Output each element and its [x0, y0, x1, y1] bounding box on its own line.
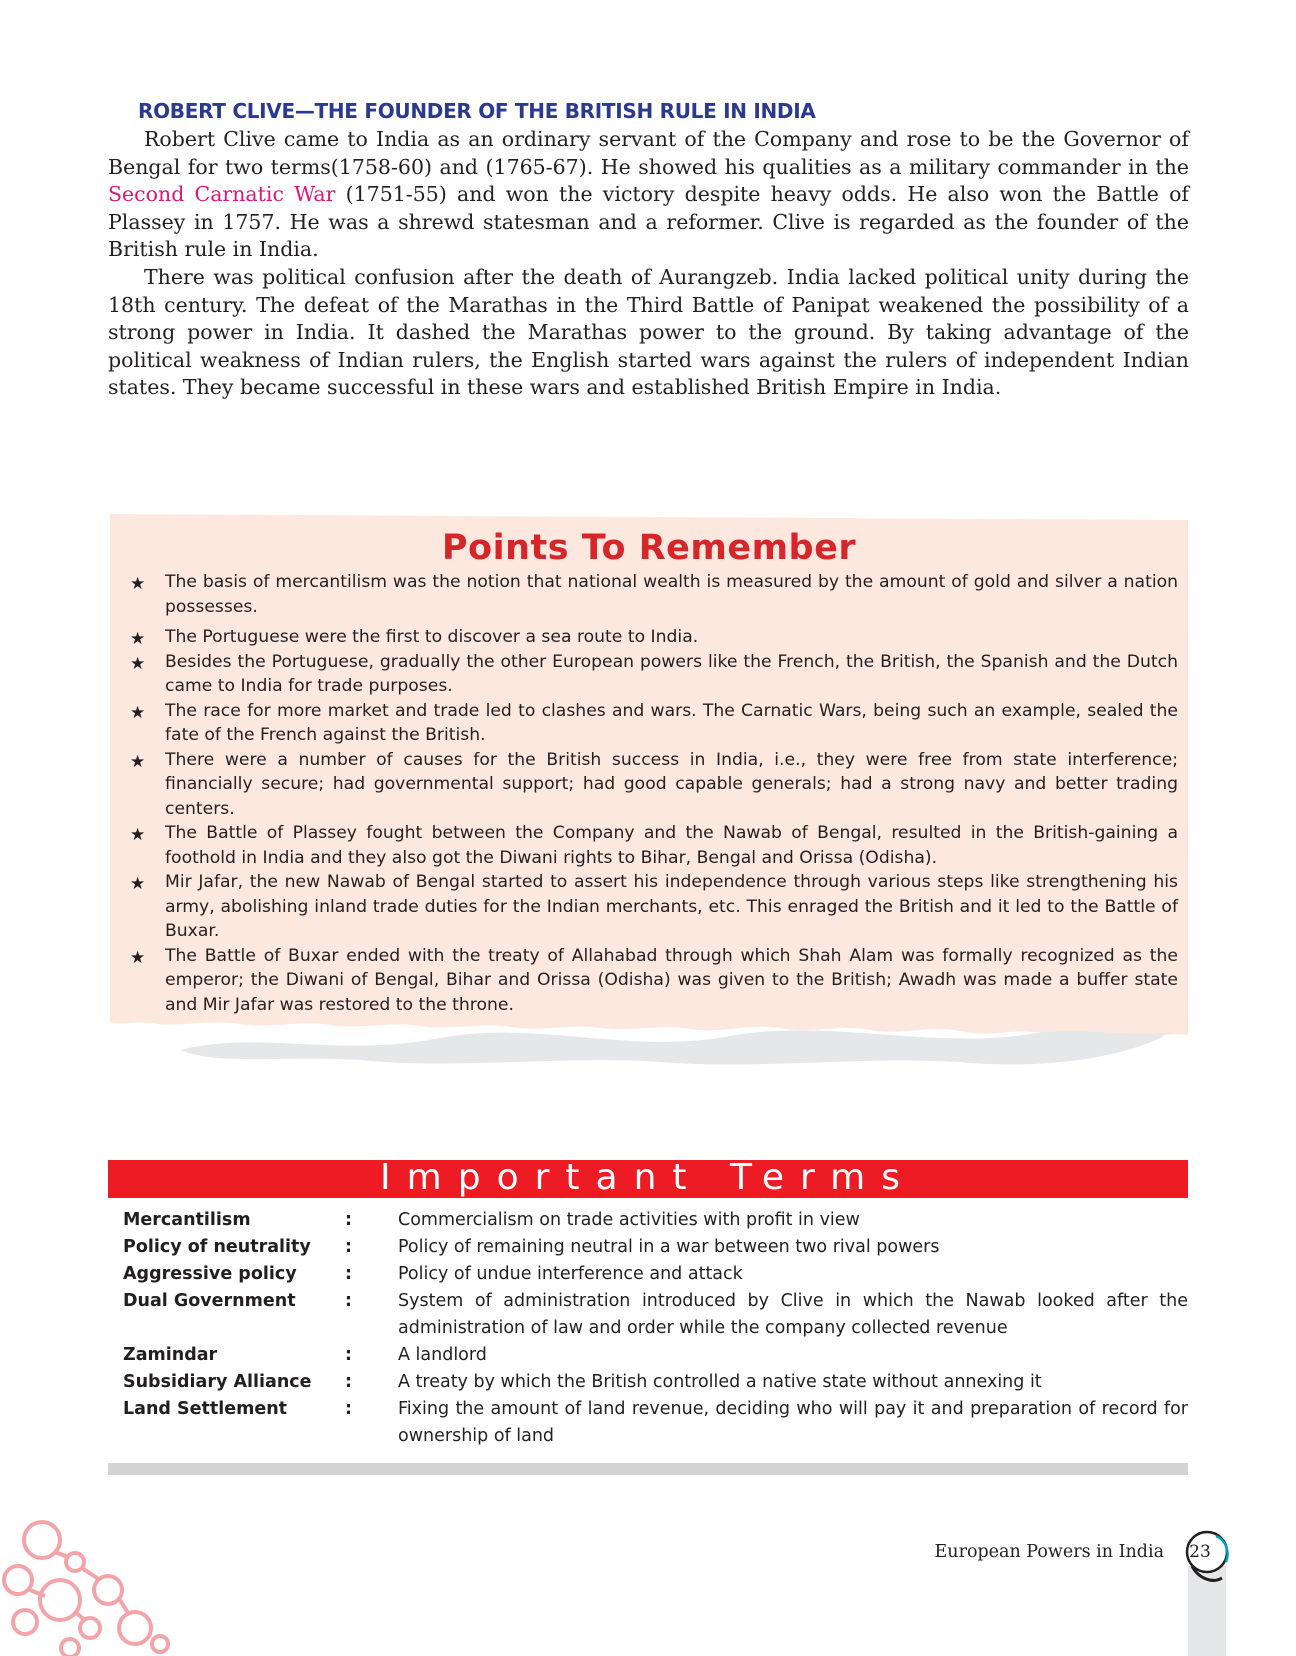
pink-circles-icon	[4, 1522, 168, 1656]
point-text: Mir Jafar, the new Nawab of Bengal started to assert his independence through various steps like strengthening his army, abolishing inland trade duties for the Indian merchants, etc. This enraged the British and it led to the Battle of Buxar.	[165, 872, 1178, 941]
para1-text-before: Robert Clive came to India as an ordinary servant of the Company and rose to be the Governor of Bengal for two terms(1758-60) and (1765-67). He showed his qualities as a military commander in the	[108, 127, 1189, 179]
point-text: The basis of mercantilism was the notion that national wealth is measured by the amount of gold and silver a nation possesses.	[165, 572, 1178, 617]
term-definition: Policy of remaining neutral in a war between two rival powers	[398, 1237, 940, 1257]
point-text: Besides the Portuguese, gradually the other European powers like the French, the British, the Spanish and the Dutch came to India for trade purposes.	[165, 651, 1178, 696]
term-name: Policy of neutrality	[123, 1237, 311, 1257]
star-bullet-icon: ★	[130, 574, 146, 594]
star-bullet-icon: ★	[130, 825, 146, 845]
term-colon: :	[345, 1291, 352, 1311]
term-definition: Commercialism on trade activities with profit in view	[398, 1210, 860, 1230]
point-text: There were a number of causes for the British success in India, i.e., they were free from state interference; financially secure; had governmental support; had good capable generals; had a strong navy and better trading centers.	[165, 749, 1178, 819]
term-name: Subsidiary Alliance	[123, 1372, 312, 1392]
term-definition: System of administration introduced by Clive in which the Nawab looked after the administration of law and order while the company collected revenue	[398, 1291, 1188, 1338]
star-bullet-icon: ★	[130, 947, 146, 968]
term-definition: A landlord	[398, 1345, 487, 1365]
term-name: Dual Government	[123, 1291, 296, 1311]
term-name: Aggressive policy	[123, 1264, 297, 1284]
star-bullet-icon: ★	[130, 751, 146, 772]
para1-text-after: (1751-55) and won the victory despite heavy odds. He also won the Battle of Plassey in 1757. He was a shrewd statesman and a reformer. Clive is regarded as the founder of the British rule in India.	[108, 182, 1190, 261]
term-colon: :	[345, 1210, 352, 1230]
term-definition: Policy of undue interference and attack	[398, 1264, 743, 1284]
term-colon: :	[345, 1372, 352, 1392]
star-bullet-icon: ★	[130, 702, 146, 723]
page-number: 23	[1189, 1542, 1211, 1562]
chapter-footer: European Powers in India	[934, 1542, 1164, 1562]
star-bullet-icon: ★	[130, 629, 146, 649]
term-definition: A treaty by which the British controlled a native state without annexing it	[398, 1372, 1042, 1392]
term-colon: :	[345, 1345, 352, 1365]
point-text: The Battle of Buxar ended with the treaty of Allahabad through which Shah Alam was formally recognized as the emperor; the Diwani of Bengal, Bihar and Orissa (Odisha) was given to the British; Awadh was made a buffer state and Mir Jafar was restored to the throne.	[165, 945, 1178, 1015]
section-heading: ROBERT CLIVE—THE FOUNDER OF THE BRITISH RULE IN INDIA	[138, 99, 816, 123]
point-text: The race for more market and trade led to clashes and wars. The Carnatic Wars, being such an example, sealed the fate of the French against the British.	[165, 700, 1178, 745]
second-carnatic-war-link: Second Carnatic War	[108, 182, 336, 206]
term-colon: :	[345, 1264, 352, 1284]
points-to-remember-title: Points To Remember	[441, 528, 857, 568]
star-bullet-icon: ★	[130, 653, 146, 674]
term-colon: :	[345, 1399, 352, 1419]
point-text: The Portuguese were the first to discover a sea route to India.	[165, 627, 699, 647]
term-definition: Fixing the amount of land revenue, deciding who will pay it and preparation of record for ownership of land	[398, 1399, 1188, 1446]
star-bullet-icon: ★	[130, 874, 146, 894]
important-terms-title: Important Terms	[380, 1157, 916, 1198]
term-name: Land Settlement	[123, 1399, 288, 1419]
term-colon: :	[345, 1237, 352, 1257]
term-name: Zamindar	[123, 1345, 218, 1365]
paragraph-political-confusion: There was political confusion after the death of Aurangzeb. India lacked political unity during the 18th century. The defeat of the Marathas in the Third Battle of Panipat weakened the possibility of a strong power in India. It dashed the Marathas power to the ground. By taking advantage of the political weakness of Indian rulers, the English started wars against the rulers of independent Indian states. They became successful in these wars and established British Empire in India.	[108, 265, 1189, 399]
point-text: The Battle of Plassey fought between the Company and the Nawab of Bengal, resulted in the British-gaining a foothold in India and they also got the Diwani rights to Bihar, Bengal and Orissa (Odisha).	[165, 823, 1178, 868]
term-name: Mercantilism	[123, 1210, 251, 1230]
